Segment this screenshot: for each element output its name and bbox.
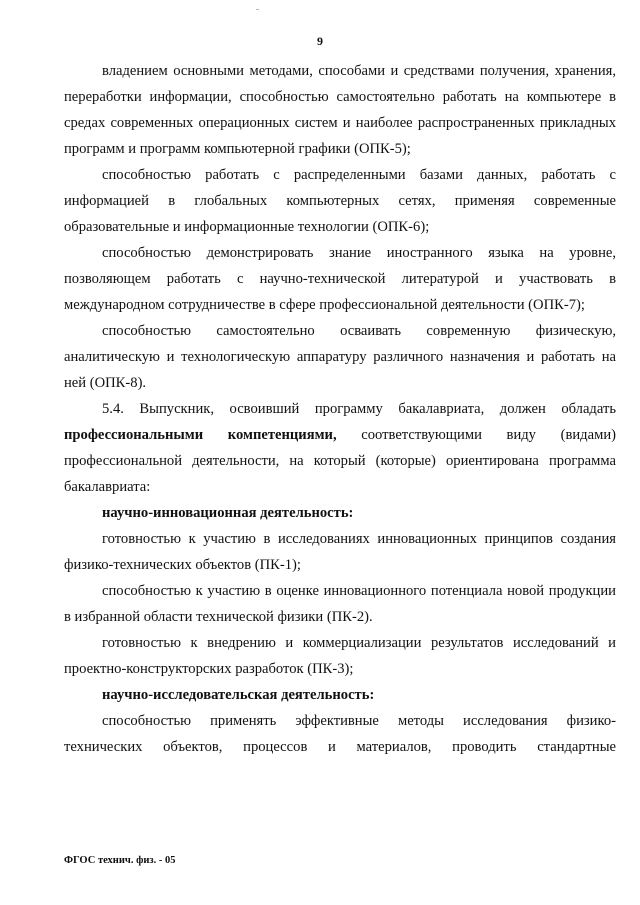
paragraph-pk2: способностью к участию в оценке инновационного потенциала новой продукции в избранной области технической физики (ПК-2). (64, 583, 616, 625)
paragraph-pk1: готовностью к участию в исследованиях инновационных принципов создания физико-технических объектов (ПК-1); (64, 531, 616, 573)
section-5-4-rest: соответствующими виду (видами) профессиональной деятельности, на который (которые) ориентирована программа бакалавриата: (64, 427, 616, 495)
section-5-4-lead: 5.4. Выпускник, освоивший программу бакалавриата, должен обладать (102, 401, 616, 417)
paragraph-opk6: способностью работать с распределенными базами данных, работать с информацией в глобальных компьютерных сетях, применяя современные образовательные и информационные технологии (ОПК-6); (64, 167, 616, 235)
paragraph-opk7: способностью демонстрировать знание иностранного языка на уровне, позволяющем работать с научно-технической литературой и участвовать в международном сотрудничестве в сфере профессиональной деятельности (ОПК-7); (64, 245, 616, 313)
footer-label: ФГОС технич. физ. - 05 (64, 855, 176, 866)
scan-artifact (256, 9, 259, 10)
page-number: 9 (317, 34, 323, 48)
paragraph-pk3: готовностью к внедрению и коммерциализации результатов исследований и проектно-конструкторских разработок (ПК-3); (64, 635, 616, 677)
paragraph-opk8: способностью самостоятельно осваивать современную физическую, аналитическую и технологическую аппаратуру различного назначения и работать на ней (ОПК-8). (64, 323, 616, 391)
heading-innovation: научно-инновационная деятельность: (102, 505, 354, 521)
document-body (64, 58, 616, 760)
heading-research: научно-исследовательская деятельность: (102, 687, 375, 703)
paragraph-opk5: владением основными методами, способами и средствами получения, хранения, переработки информации, способностью самостоятельно работать на компьютере в средах современных операционных систем и наиболее распространенных прикладных программ и программ компьютерной графики (ОПК-5); (64, 63, 616, 157)
section-5-4-bold: профессиональными компетенциями, (64, 427, 337, 443)
paragraph-5-4 (64, 396, 616, 500)
paragraph-research-first: способностью применять эффективные методы исследования физико-технических объектов, процессов и материалов, проводить стандартные (64, 713, 616, 755)
